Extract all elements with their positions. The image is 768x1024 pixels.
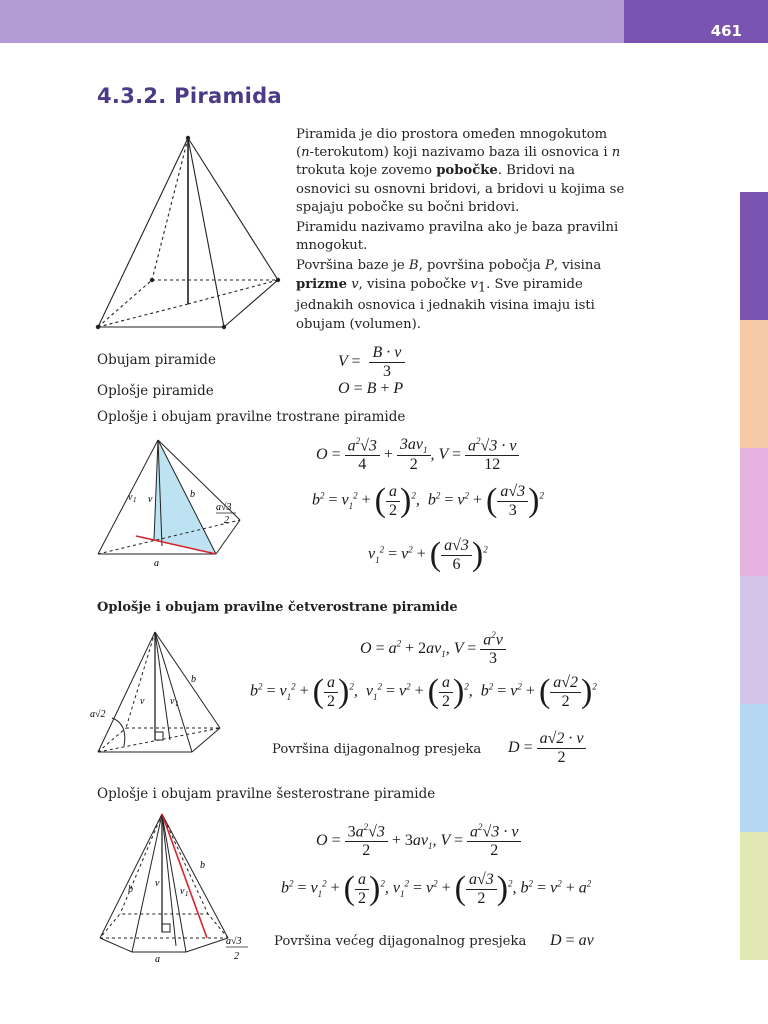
svg-text:a√3: a√3 [216,502,232,513]
hexagonal-pyramid-diagram [90,806,260,966]
svg-text:v: v [128,492,133,503]
triangular-pyramid-diagram [92,430,252,575]
svg-text:a: a [154,558,159,569]
svg-text:v: v [155,878,160,889]
svg-text:a: a [155,954,160,965]
side-tab-1 [740,192,768,320]
hex-formula-O: O = $\frac{3a^2√3}{2}$ + $3av_1$, V = $\frac{a^2√3 \cdot v}{2}$ [316,822,521,860]
sq-formula-b: $b^2 = v_1^2$ + ( $\frac{a}{2}$ )$^2$, $v_1^2 = v^2$ + ( $\frac{a}{2}$ )$^2$, $b^2 = v^2$ + ( $\frac{a√2}{2}$ )$^2$ [250,673,597,710]
svg-text:a√2: a√2 [90,709,106,720]
svg-text:v: v [148,494,153,505]
svg-text:2: 2 [234,951,239,962]
volume-formula: V = $\frac{B \cdot v}{3}$ [338,344,405,381]
svg-text:b: b [191,674,196,685]
intro-paragraph-3: Površina baze je B, površina pobočja P, visina prizme v, visina pobočke $v_1$. Sve piramide jednakih osnovica i jednakih visina imaju isti obujam (volumen). [296,258,602,332]
svg-text:b: b [200,860,205,871]
svg-text:b: b [190,489,195,500]
triangular-heading: Oplošje i obujam pravilne trostrane piramide [97,409,406,425]
intro-text [296,126,626,336]
svg-text:a√3: a√3 [226,936,242,947]
sq-formula-D: D = $\frac{a√2 \cdot v}{2}$ [508,730,586,767]
tri-formula-v1: $v_1^2 = v^2$ + ( $\frac{a√3}{6}$ )$^2$ [368,536,488,573]
intro-paragraph-1: Piramida je dio prostora omeđen mnogokutom (n-terokutom) koji nazivamo baza ili osnovica i n trokuta koje zovemo pobočke. Bridovi na osnovici su osnovni bridovi, a bridovi u kojima se spajaju pobočke su bočni bridovi. [296,127,625,215]
svg-text:1: 1 [133,496,137,504]
page-number: 461 [624,0,768,43]
svg-text:1: 1 [185,890,189,898]
volume-label: Obujam piramide [97,352,216,368]
svg-text:v: v [140,696,145,707]
section-title: 4.3.2. Piramida [97,84,282,108]
hexagonal-heading: Oplošje i obujam pravilne šesterostrane piramide [97,786,436,802]
larger-diag-section-label: Površina većeg dijagonalnog presjeka [274,934,527,949]
header-bar [0,0,624,43]
side-tab-2 [740,320,768,448]
surface-formula: O = B + P [338,380,404,397]
tri-formula-O: O = $\frac{a^2√3}{4}$ + $\frac{3av_1}{2}$ , V = $\frac{a^2√3 \cdot v}{12}$ [316,436,519,474]
square-pyramid-diagram [88,624,238,774]
hex-formula-D: D = av [550,932,594,949]
tri-formula-b: $b^2 = v_1^2$ + ( $\frac{a}{2}$ )$^2$, $b^2 = v^2$ + ( $\frac{a√3}{3}$ )$^2$ [312,482,544,519]
side-tab-5 [740,704,768,832]
svg-text:v: v [170,696,175,707]
svg-text:v: v [180,886,185,897]
diag-section-label: Površina dijagonalnog presjeka [272,742,482,757]
pyramid-diagram [90,128,290,338]
square-heading: Oplošje i obujam pravilne četverostrane piramide [97,600,458,615]
svg-text:2: 2 [224,515,229,526]
surface-label: Oplošje piramide [97,383,214,399]
svg-text:1: 1 [175,700,179,708]
side-tab-6 [740,832,768,960]
side-tab-4 [740,576,768,704]
sq-formula-O: $O = a^2 + 2av_1$, V = $\frac{a^2v}{3}$ [360,630,506,668]
intro-paragraph-2: Piramidu nazivamo pravilna ako je baza pravilni mnogokut. [296,220,619,254]
svg-text:b: b [128,884,133,895]
side-tab-3 [740,448,768,576]
hex-formula-b: $b^2 = v_1^2$ + ( $\frac{a}{2}$ )$^2$, $v_1^2 = v^2$ + ( $\frac{a√3}{2}$ )$^2$, $b^2 = v^2 + a^2$ [281,870,592,907]
